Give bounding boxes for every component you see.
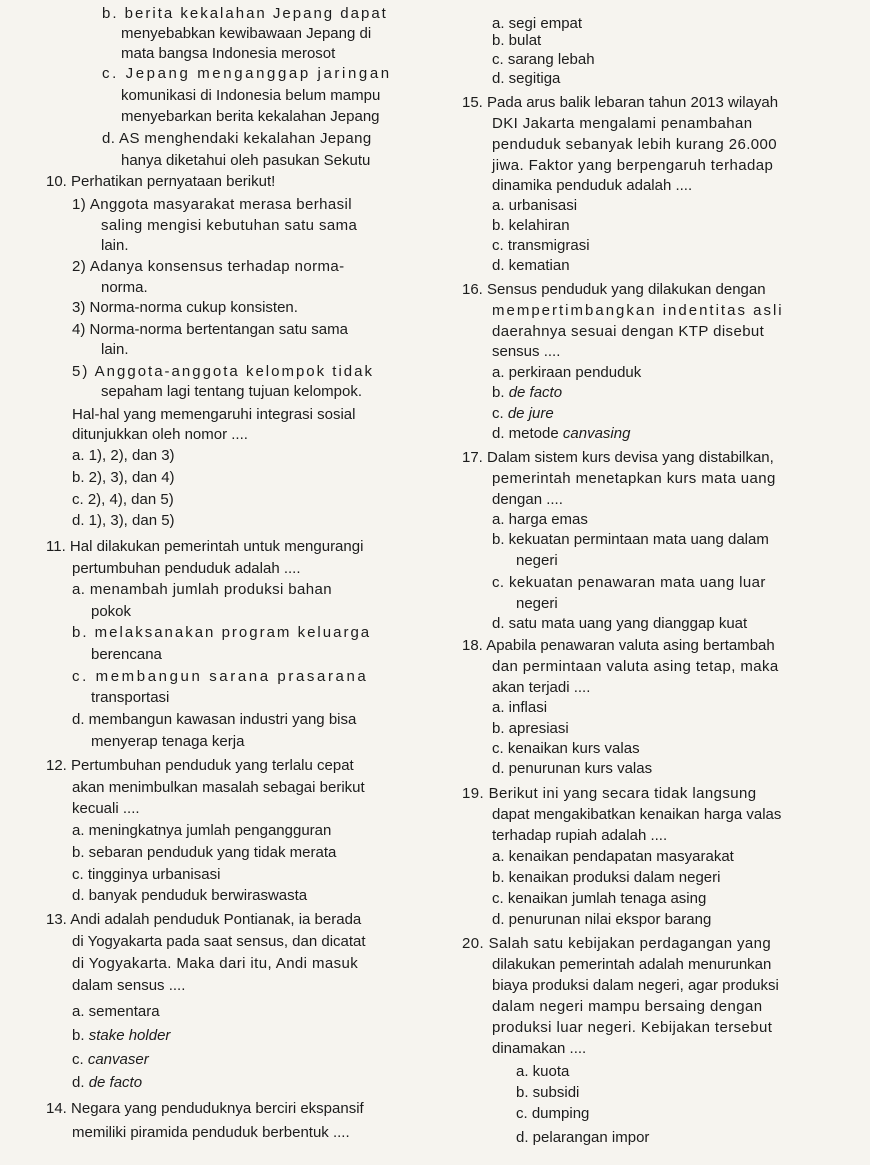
right-line [492,216,570,236]
right-line [492,176,692,196]
right-line-text: dinamakan .... [492,1040,587,1057]
right-line-text: dengan .... [492,491,563,508]
right-line [492,759,652,779]
right-line-text: a. segi empat [492,15,583,32]
left-line-text: menyebabkan kewibawaan Jepang di [121,25,372,42]
left-line [46,172,275,192]
left-line [72,195,352,215]
left-line [72,298,298,318]
right-line-text: dan permintaan valuta asing tetap, maka [492,658,779,675]
left-line [72,425,248,445]
right-line [492,404,554,424]
right-line [516,1062,569,1082]
right-line-text: daerahnya sesuai dengan KTP disebut [492,323,765,340]
left-line-italic-text: de facto [88,1074,143,1091]
left-line [101,236,129,256]
right-line-text: dapat mengakibatkan kenaikan harga valas [492,806,782,823]
left-line [72,468,175,488]
left-line [72,778,365,798]
right-line-text: c. kekuatan penawaran mata uang luar [492,574,766,591]
right-line-text: b. bulat [492,32,542,49]
left-line-text: memiliki piramida penduduk berbentuk .... [72,1124,350,1141]
left-line-text: c. 2), 4), dan 5) [72,491,174,508]
right-line-text: d. pelarangan impor [516,1129,650,1146]
right-line [492,114,752,134]
right-line-text: negeri [516,552,558,569]
right-line [492,573,766,593]
right-line [492,530,769,550]
left-line [72,559,301,579]
right-line-text: mempertimbangkan indentitas asli [492,302,784,319]
left-line [46,756,354,776]
left-line [72,320,348,340]
right-line [492,50,595,70]
left-line [121,86,380,106]
right-line [492,868,720,888]
left-line-text: 3) Norma-norma cukup konsisten. [72,299,298,316]
right-line-text: c. transmigrasi [492,237,590,254]
left-line-text: c. Jepang menganggap jaringan [102,65,392,82]
left-line [121,24,371,44]
left-line [72,1073,142,1093]
right-line-text: jiwa. Faktor yang berpengaruh terhadap [492,157,774,174]
right-line [492,301,784,321]
right-line-text: a. perkiraan penduduk [492,364,642,381]
left-line-text: di Yogyakarta. Maka dari itu, Andi masuk [72,955,359,972]
right-line [516,551,558,571]
left-line-italic-text: canvaser [87,1051,149,1068]
right-line [492,490,563,510]
right-line [492,910,711,930]
right-line-text: sensus .... [492,343,561,360]
right-line [492,31,541,51]
right-line-text: akan terjadi .... [492,679,591,696]
left-line [72,976,185,996]
left-line [72,799,140,819]
left-line-text: menyerap tenaga kerja [91,733,245,750]
left-line-text: 14. Negara yang penduduknya berciri ekspansif [46,1100,364,1117]
right-line [492,236,590,256]
left-line-text: hanya diketahui oleh pasukan Sekutu [121,152,371,169]
left-line [101,340,129,360]
right-line-text: c. kenaikan jumlah tenaga asing [492,890,707,907]
right-line-text: negeri [516,595,558,612]
right-line-text: b. [492,384,509,401]
left-line-text: 4) Norma-norma bertentangan satu sama [72,321,348,338]
left-line [121,107,380,127]
right-line [492,678,590,698]
left-line-text: b. [72,1027,89,1044]
right-line [492,196,577,216]
right-line [492,657,779,677]
right-line-text: 17. Dalam sistem kurs devisa yang distabilkan, [462,449,774,466]
left-line-text: dalam sensus .... [72,977,186,994]
left-line-text: lain. [101,237,129,254]
left-line-text: sepaham lagi tentang tujuan kelompok. [101,383,363,400]
left-line [121,44,335,64]
left-line [72,405,355,425]
right-line-italic-text: de facto [508,384,563,401]
right-line [492,847,734,867]
right-line-text: a. kuota [516,1063,570,1080]
left-line-text: berencana [91,646,162,663]
right-line [492,614,747,634]
left-line-text: a. menambah jumlah produksi bahan [72,581,333,598]
left-line [72,865,220,885]
right-line-text: produksi luar negeri. Kebijakan tersebut [492,1019,773,1036]
right-line-text: b. subsidi [516,1084,580,1101]
right-line [492,69,560,89]
left-line-text: kecuali .... [72,800,140,817]
right-line [516,1128,649,1148]
left-line [101,382,362,402]
right-line [492,342,560,362]
right-line-text: c. dumping [516,1105,590,1122]
left-line [91,688,169,708]
right-line-italic-text: canvasing [562,425,631,442]
right-line [492,469,776,489]
right-line [462,934,771,954]
right-line [492,805,781,825]
right-line [492,698,547,718]
right-line [492,510,588,530]
left-line-text: c. tingginya urbanisasi [72,866,221,883]
right-line [492,322,764,342]
left-line-text: c. [72,1051,88,1068]
right-line-text: d. satu mata uang yang dianggap kuat [492,615,748,632]
right-line-text: b. apresiasi [492,720,569,737]
left-line [72,821,331,841]
left-line-text: ditunjukkan oleh nomor .... [72,426,248,443]
right-line-text: d. penurunan nilai ekspor barang [492,911,712,928]
left-line [72,1002,160,1022]
right-line-text: dinamika penduduk adalah .... [492,177,693,194]
left-line [46,1099,364,1119]
left-line-text: di Yogyakarta pada saat sensus, dan dicatat [72,933,366,950]
left-line [101,216,357,236]
right-line-text: b. kelahiran [492,217,570,234]
right-line-text: c. kenaikan kurs valas [492,740,640,757]
right-line [462,636,775,656]
right-line-text: 15. Pada arus balik lebaran tahun 2013 wilayah [462,94,779,111]
right-line-text: b. kekuatan permintaan mata uang dalam [492,531,769,548]
right-line [492,256,570,276]
left-line [72,257,345,277]
left-line [101,278,148,298]
left-line [91,732,244,752]
right-line [492,156,773,176]
right-line [462,93,778,113]
right-line-text: 20. Salah satu kebijakan perdagangan yang [462,935,772,952]
right-line-text: 16. Sensus penduduk yang dilakukan dengan [462,281,766,298]
left-line-text: a. sementara [72,1003,160,1020]
left-line-text: 12. Pertumbuhan penduduk yang terlalu cepat [46,757,354,774]
left-line [91,645,162,665]
right-line [462,280,766,300]
right-line [492,976,779,996]
right-line [516,1083,579,1103]
right-line [492,889,706,909]
right-line [462,784,756,804]
left-line-text: pertumbuhan penduduk adalah .... [72,560,301,577]
left-line [72,1123,350,1143]
right-line-text: d. penurunan kurs valas [492,760,653,777]
left-line [72,511,175,531]
left-line-text: mata bangsa Indonesia merosot [121,45,336,62]
left-line [91,602,131,622]
right-line [492,739,640,759]
left-line-text: c. membangun sarana prasarana [72,668,369,685]
right-line [516,1104,589,1124]
left-line [72,446,175,466]
right-line-italic-text: de jure [507,405,554,422]
right-line [492,826,667,846]
left-line-text: d. 1), 3), dan 5) [72,512,175,529]
right-line-text: 19. Berikut ini yang secara tidak langsung [462,785,757,802]
left-line-text: 11. Hal dilakukan pemerintah untuk mengurangi [46,538,364,555]
left-line [72,1050,149,1070]
left-line-text: b. berita kekalahan Jepang dapat [102,5,388,22]
left-line-text: a. 1), 2), dan 3) [72,447,175,464]
left-line-text: 1) Anggota masyarakat merasa berhasil [72,196,352,213]
left-line [102,129,372,149]
right-line [492,135,777,155]
left-line [72,623,371,643]
left-line [72,362,374,382]
right-line-text: a. urbanisasi [492,197,578,214]
right-line-text: dilakukan pemerintah adalah menurunkan [492,956,772,973]
left-line-text: Hal-hal yang memengaruhi integrasi sosial [72,406,356,423]
left-line [102,4,388,24]
right-line-text: d. kematian [492,257,570,274]
left-line [72,954,358,974]
left-line-text: d. membangun kawasan industri yang bisa [72,711,357,728]
right-line-text: c. [492,405,508,422]
left-line [72,932,366,952]
right-line [492,719,569,739]
left-line-text: transportasi [91,689,170,706]
left-line-text: d. AS menghendaki kekalahan Jepang [102,130,372,147]
left-line [72,886,307,906]
left-line [102,64,392,84]
right-line-text: DKI Jakarta mengalami penambahan [492,115,753,132]
right-line-text: 18. Apabila penawaran valuta asing bertambah [462,637,775,654]
right-line-text: a. inflasi [492,699,548,716]
left-line-text: lain. [101,341,129,358]
left-line-text: b. melaksanakan program keluarga [72,624,372,641]
right-line [492,363,641,383]
right-line [492,424,630,444]
left-line-text: menyebarkan berita kekalahan Jepang [121,108,380,125]
left-line [72,710,356,730]
right-line-text: penduduk sebanyak lebih kurang 26.000 [492,136,778,153]
left-line-text: 2) Adanya konsensus terhadap norma- [72,258,345,275]
left-line [46,537,363,557]
left-line-text: b. sebaran penduduk yang tidak merata [72,844,337,861]
left-line-text: d. [72,1074,89,1091]
right-line [516,594,558,614]
left-line-text: d. banyak penduduk berwiraswasta [72,887,308,904]
left-line-text: norma. [101,279,148,296]
right-line-text: pemerintah menetapkan kurs mata uang [492,470,776,487]
left-line [72,667,368,687]
right-line-text: d. metode [492,425,563,442]
left-line [72,490,174,510]
right-line-text: d. segitiga [492,70,561,87]
right-line-text: b. kenaikan produksi dalam negeri [492,869,721,886]
right-line-text: biaya produksi dalam negeri, agar produksi [492,977,779,994]
left-line-italic-text: stake holder [88,1027,171,1044]
left-line-text: saling mengisi kebutuhan satu sama [101,217,358,234]
left-line-text: akan menimbulkan masalah sebagai berikut [72,779,365,796]
right-line [462,448,774,468]
left-line [72,580,332,600]
right-line-text: terhadap rupiah adalah .... [492,827,668,844]
right-line-text: a. harga emas [492,511,588,528]
right-line-text: c. sarang lebah [492,51,595,68]
right-line [492,997,762,1017]
left-line [121,151,370,171]
left-line-text: a. meningkatnya jumlah pengangguran [72,822,332,839]
left-line [72,1026,170,1046]
right-line [492,1018,772,1038]
left-line-text: komunikasi di Indonesia belum mampu [121,87,381,104]
left-line [72,843,336,863]
left-line-text: 13. Andi adalah penduduk Pontianak, ia berada [46,911,362,928]
right-line [492,955,771,975]
left-line [46,910,361,930]
right-line-text: dalam negeri mampu bersaing dengan [492,998,763,1015]
left-line-text: 10. Perhatikan pernyataan berikut! [46,173,276,190]
left-line-text: pokok [91,603,132,620]
right-line [492,383,562,403]
right-line [492,1039,586,1059]
left-line-text: b. 2), 3), dan 4) [72,469,175,486]
left-line-text: 5) Anggota-anggota kelompok tidak [72,363,374,380]
right-line-text: a. kenaikan pendapatan masyarakat [492,848,734,865]
